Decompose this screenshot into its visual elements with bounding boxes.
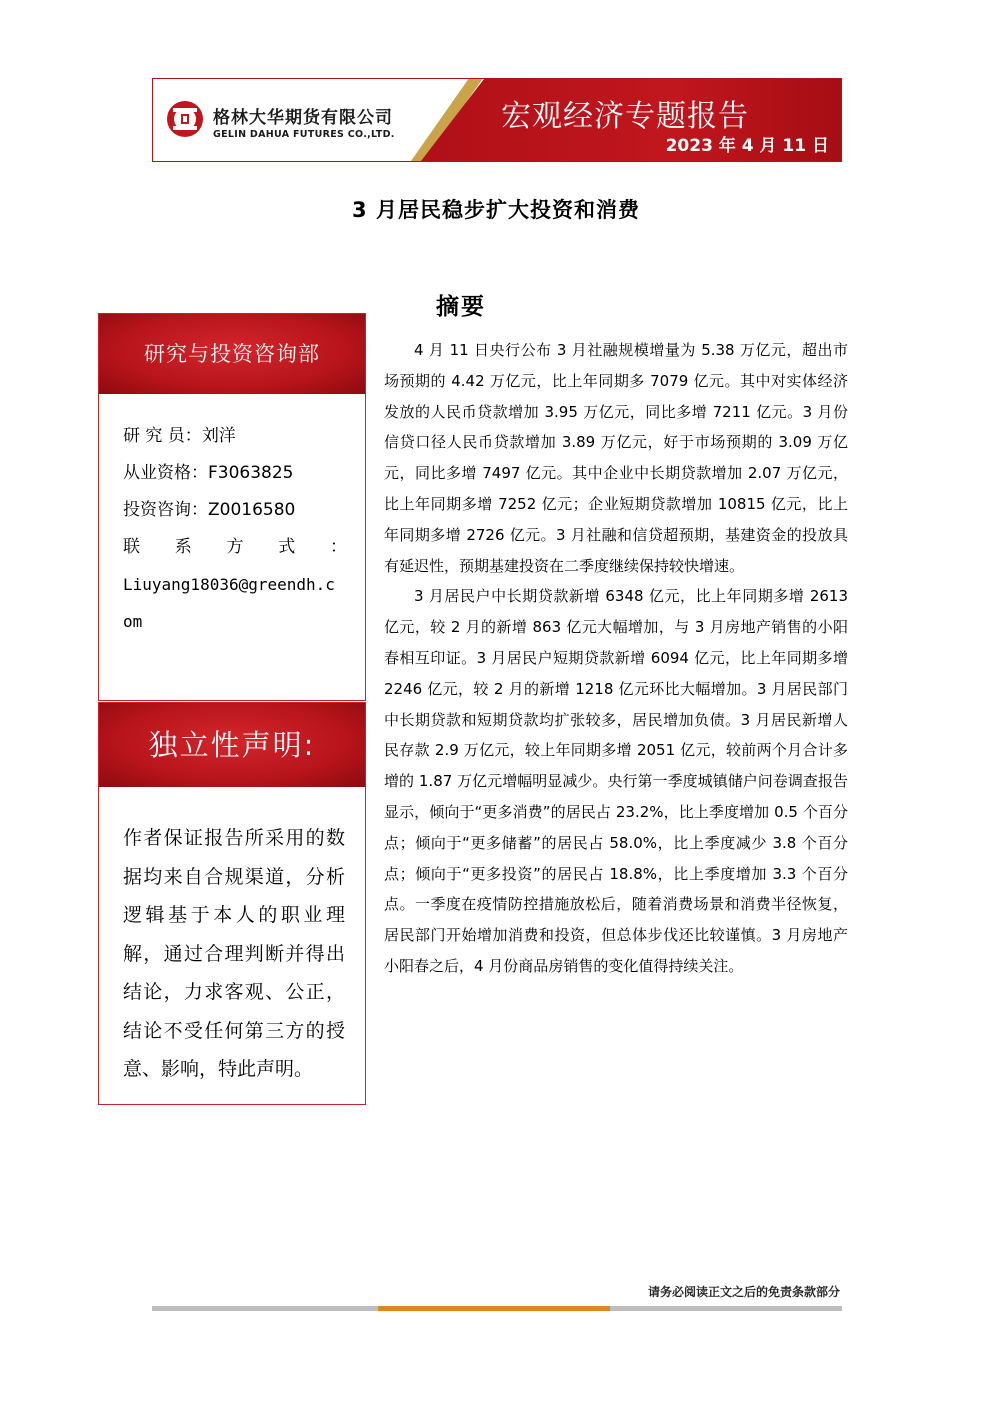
email-address-line2[interactable]: om: [123, 612, 143, 631]
email-address-line1[interactable]: Liuyang18036@greendh.c: [123, 575, 335, 594]
researcher-row: [123, 418, 347, 455]
researcher-name: 刘洋: [201, 426, 236, 446]
consult-row: [123, 492, 347, 529]
analyst-contact: [123, 418, 347, 640]
summary-paragraph: 3 月居民户中长期贷款新增 6348 亿元，比上年同期多增 2613 亿元，较 2 月的新增 863 亿元大幅增加，与 3 月房地产销售的小阳春相互印证。3 月居民户短期贷款新增 6094 亿元，比上年同期多增 2246 亿元，较 2 月的新增 1218 亿元环比大幅增加。3 月居民部门中长期贷款和短期贷款均扩张较多，居民增加负债。3 月居民新增人民存款 2.9 万亿元，较上年同期多增 2051 亿元，较前两个月合计多增的 1.87 万亿元增幅明显减少。央行第一季度城镇储户问卷调查报告显示，倾向于“更多消费”的居民占 23.2%，比上季度增加 0.5 个百分点；倾向于“更多储蓄”的居民占 58.0%，比上季度减少 3.8 个百分点；倾向于“更多投资”的居民占 18.8%，比上季度增加 3.3 个百分点。一季度在疫情防控措施放松后，随着消费场景和消费半径恢复，居民部门开始增加消费和投资，但总体步伐还比较谨慎。3 月房地产小阳春之后，4 月份商品房销售的变化值得持续关注。: [384, 587, 848, 975]
qualification-row: [123, 455, 347, 492]
company-logo-icon: [165, 99, 205, 139]
report-date: 2023 年 4 月 11 日: [665, 136, 829, 156]
summary-heading: 摘要: [436, 294, 486, 320]
report-header: [152, 78, 842, 162]
summary-body: [384, 335, 848, 982]
document-title: 3 月居民稳步扩大投资和消费: [352, 198, 640, 222]
contact-label: 联 系 方 式 ：: [123, 537, 347, 557]
department-heading: 研究与投资咨询部: [99, 314, 365, 394]
researcher-label: 研 究 员：: [123, 426, 202, 446]
statement-text: 作者保证报告所采用的数据均来自合规渠道，分析逻辑基于本人的职业理解，通过合理判断并得出结论，力求客观、公正，结论不受任何第三方的授意、影响，特此声明。: [123, 827, 345, 1080]
qualification-label: 从业资格：: [123, 463, 208, 483]
company-name-en: GELIN DAHUA FUTURES CO.,LTD.: [213, 129, 395, 140]
disclaimer-footer-note: 请务必阅读正文之后的免责条款部分: [647, 1285, 840, 1299]
company-name-cn: 格林大华期货有限公司: [213, 108, 393, 128]
independence-statement-box: [98, 702, 366, 1105]
analyst-info-box: [98, 313, 366, 701]
consult-label: 投资咨询：: [123, 500, 208, 520]
report-type: 宏观经济专题报告: [501, 99, 749, 134]
qualification-number: F3063825: [208, 463, 294, 483]
consult-number: Z0016580: [208, 500, 296, 520]
footer-color-bar: [152, 1306, 842, 1311]
statement-heading: 独立性声明:: [99, 703, 365, 787]
summary-paragraph: 4 月 11 日央行公布 3 月社融规模增量为 5.38 万亿元，超出市场预期的 4.42 万亿元，比上年同期多 7079 亿元。其中对实体经济发放的人民币贷款增加 3.95 万亿元，同比多增 7211 亿元。3 月份信贷口径人民币贷款增加 3.89 万亿元，好于市场预期的 3.09 万亿元，同比多增 7497 亿元。其中企业中长期贷款增加 2.07 万亿元，比上年同期多增 7252 亿元；企业短期贷款增加 10815 亿元，比上年同期多增 2726 亿元。3 月社融和信贷超预期，基建资金的投放具有延迟性，预期基建投资在二季度继续保持较快增速。: [384, 341, 848, 575]
